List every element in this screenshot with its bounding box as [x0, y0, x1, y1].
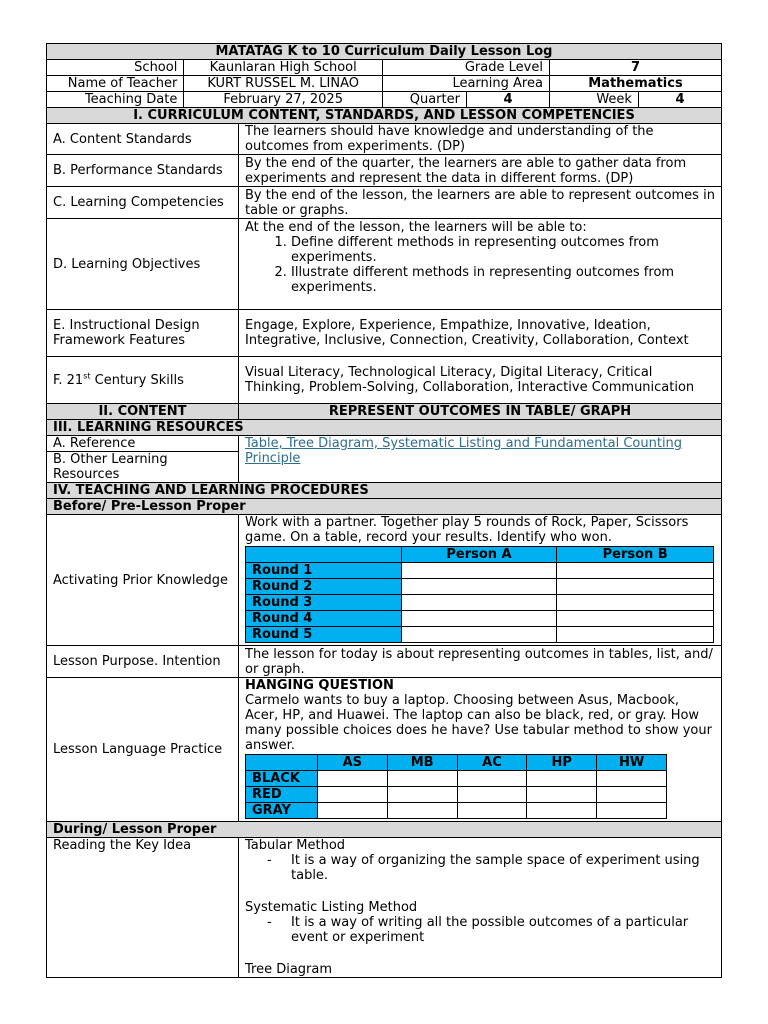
- laptop-cell[interactable]: [317, 803, 387, 819]
- area-value: Mathematics: [549, 76, 721, 92]
- activating-row: [47, 515, 722, 646]
- rps-round-label: Round 2: [246, 579, 402, 595]
- performance-text: By the end of the quarter, the learners are able to gather data from experiments and represent the data in different forms. (DP): [239, 155, 722, 187]
- title-row: [47, 44, 722, 60]
- performance-row: [47, 155, 722, 187]
- tree-diagram-title: Tree Diagram: [245, 962, 333, 977]
- quarter-value: 4: [466, 92, 549, 108]
- laptop-cell[interactable]: [317, 771, 387, 787]
- objectives-intro: At the end of the lesson, the learners will be able to:: [245, 220, 587, 235]
- hanging-question-title: HANGING QUESTION: [245, 678, 394, 693]
- activating-cell: [239, 515, 722, 646]
- competencies-text: By the end of the lesson, the learners are able to represent outcomes in table or graphs.: [239, 187, 722, 219]
- rps-header-cell: [246, 547, 402, 563]
- reference-label: A. Reference: [47, 436, 239, 452]
- language-cell: [239, 678, 722, 822]
- laptop-header-cell: HW: [597, 755, 667, 771]
- language-label: Lesson Language Practice: [47, 678, 239, 822]
- systematic-listing-item: - It is a way of writing all the possible outcomes of a particular event or experiment: [245, 915, 715, 945]
- laptop-row: [246, 771, 667, 787]
- competencies-label: C. Learning Competencies: [47, 187, 239, 219]
- grade-value: 7: [549, 60, 721, 76]
- purpose-text: The lesson for today is about representing outcomes in tables, list, and/ or graph.: [239, 646, 722, 678]
- section3-title: III. LEARNING RESOURCES: [47, 420, 722, 436]
- content-standards-text: The learners should have knowledge and understanding of the outcomes from experiments. (DP): [239, 124, 722, 155]
- other-resources-label: B. Other Learning Resources: [47, 452, 239, 483]
- date-label: Teaching Date: [47, 92, 184, 108]
- laptop-header-cell: MB: [387, 755, 457, 771]
- objectives-row: [47, 219, 722, 310]
- grade-label: Grade Level: [382, 60, 549, 76]
- rps-cell[interactable]: [557, 627, 714, 643]
- laptop-color-label: RED: [246, 787, 318, 803]
- laptop-color-label: GRAY: [246, 803, 318, 819]
- rps-cell[interactable]: [557, 611, 714, 627]
- objectives-cell: [239, 219, 722, 310]
- lesson-log: [46, 43, 722, 978]
- design-label: E. Instructional Design Framework Features: [47, 310, 239, 357]
- design-text: Engage, Explore, Experience, Empathize, Innovative, Ideation, Integrative, Inclusive, Connection, Creativity, Collaboration, Context: [239, 310, 722, 357]
- rps-cell[interactable]: [401, 579, 557, 595]
- design-row: [47, 310, 722, 357]
- purpose-row: [47, 646, 722, 678]
- laptop-header-cell: AC: [457, 755, 527, 771]
- laptop-cell[interactable]: [597, 803, 667, 819]
- laptop-cell[interactable]: [457, 803, 527, 819]
- laptop-header-cell: [246, 755, 318, 771]
- systematic-listing-title: Systematic Listing Method: [245, 900, 418, 915]
- before-header-row: [47, 499, 722, 515]
- rps-row: [246, 595, 714, 611]
- area-label: Learning Area: [382, 76, 549, 92]
- during-title: During/ Lesson Proper: [47, 822, 722, 838]
- laptop-cell[interactable]: [457, 771, 527, 787]
- laptop-color-label: BLACK: [246, 771, 318, 787]
- laptop-cell[interactable]: [527, 771, 597, 787]
- systematic-listing-text: It is a way of writing all the possible outcomes of a particular event or experiment: [291, 915, 689, 945]
- tabular-method-text: It is a way of organizing the sample space of experiment using table.: [291, 853, 700, 883]
- content-standards-row: [47, 124, 722, 155]
- resource-link[interactable]: Table, Tree Diagram, Systematic Listing and Fundamental Counting Principle: [245, 436, 683, 466]
- section2-row: [47, 404, 722, 420]
- teacher-value: KURT RUSSEL M. LINAO: [184, 76, 383, 92]
- laptop-header-row: [246, 755, 667, 771]
- key-idea-row: [47, 838, 722, 978]
- section1-title: I. CURRICULUM CONTENT, STANDARDS, AND LESSON COMPETENCIES: [47, 108, 722, 124]
- activating-text: Work with a partner. Together play 5 rounds of Rock, Paper, Scissors game. On a table, record your results. Identify who won.: [245, 515, 689, 545]
- section2-content: REPRESENT OUTCOMES IN TABLE/ GRAPH: [239, 404, 722, 420]
- teacher-row: [47, 76, 722, 92]
- skills-row: [47, 357, 722, 404]
- quarter-label: Quarter: [382, 92, 466, 108]
- rps-cell[interactable]: [401, 627, 557, 643]
- tabular-method-title: Tabular Method: [245, 838, 346, 853]
- rps-row: [246, 611, 714, 627]
- date-row: [47, 92, 722, 108]
- laptop-row: [246, 787, 667, 803]
- laptop-cell[interactable]: [457, 787, 527, 803]
- laptop-cell[interactable]: [387, 771, 457, 787]
- rps-round-label: Round 4: [246, 611, 402, 627]
- section2-title: II. CONTENT: [47, 404, 239, 420]
- document-title: MATATAG K to 10 Curriculum Daily Lesson Log: [47, 44, 722, 60]
- performance-label: B. Performance Standards: [47, 155, 239, 187]
- laptop-header-cell: HP: [527, 755, 597, 771]
- skills-text: Visual Literacy, Technological Literacy, Digital Literacy, Critical Thinking, Problem-Solving, Collaboration, Interactive Communication: [239, 357, 722, 404]
- teacher-label: Name of Teacher: [47, 76, 184, 92]
- laptop-cell[interactable]: [527, 803, 597, 819]
- rps-round-label: Round 3: [246, 595, 402, 611]
- competencies-row: [47, 187, 722, 219]
- section3-header-row: [47, 420, 722, 436]
- laptop-cell[interactable]: [597, 771, 667, 787]
- section4-header-row: [47, 483, 722, 499]
- rps-cell[interactable]: [557, 579, 714, 595]
- key-idea-label: Reading the Key Idea: [47, 838, 239, 978]
- activating-label: Activating Prior Knowledge: [47, 515, 239, 646]
- school-label: School: [47, 60, 184, 76]
- language-row: [47, 678, 722, 822]
- laptop-cell[interactable]: [387, 787, 457, 803]
- rps-cell[interactable]: [557, 563, 714, 579]
- laptop-header-cell: AS: [317, 755, 387, 771]
- tabular-method-item: - It is a way of organizing the sample space of experiment using table.: [245, 853, 715, 883]
- laptop-cell[interactable]: [527, 787, 597, 803]
- school-value: Kaunlaran High School: [184, 60, 383, 76]
- rps-round-label: Round 1: [246, 563, 402, 579]
- hanging-question-text: Carmelo wants to buy a laptop. Choosing between Asus, Macbook, Acer, HP, and Huawei. The laptop can also be black, red, or gray. How many possible choices does he have? Use tabular method to show your answer.: [245, 693, 712, 753]
- rps-round-label: Round 5: [246, 627, 402, 643]
- laptop-cell[interactable]: [317, 787, 387, 803]
- key-idea-cell: [239, 838, 722, 978]
- reference-row: [47, 436, 722, 452]
- rps-header-row: [246, 547, 714, 563]
- rps-cell[interactable]: [401, 611, 557, 627]
- content-standards-label: A. Content Standards: [47, 124, 239, 155]
- date-value: February 27, 2025: [184, 92, 383, 108]
- rps-row: [246, 627, 714, 643]
- rps-header-cell: Person A: [401, 547, 557, 563]
- objective-item: 1. Define different methods in representing outcomes from experiments.: [291, 235, 715, 265]
- rps-header-cell: Person B: [557, 547, 714, 563]
- week-value: 4: [638, 92, 721, 108]
- laptop-table: [245, 754, 667, 819]
- rps-table: [245, 546, 714, 643]
- rps-cell[interactable]: [557, 595, 714, 611]
- objectives-list: [245, 235, 715, 295]
- rps-cell[interactable]: [401, 563, 557, 579]
- section1-header-row: [47, 108, 722, 124]
- laptop-row: [246, 803, 667, 819]
- school-row: [47, 60, 722, 76]
- objectives-label: D. Learning Objectives: [47, 219, 239, 310]
- laptop-cell[interactable]: [597, 787, 667, 803]
- rps-cell[interactable]: [401, 595, 557, 611]
- before-title: Before/ Pre-Lesson Proper: [47, 499, 722, 515]
- objective-item: 2. Illustrate different methods in representing outcomes from experiments.: [291, 265, 715, 295]
- resource-cell: [239, 436, 722, 483]
- skills-label: F. 21st Century Skills: [47, 357, 239, 404]
- week-label: Week: [549, 92, 638, 108]
- purpose-label: Lesson Purpose. Intention: [47, 646, 239, 678]
- rps-row: [246, 563, 714, 579]
- section4-title: IV. TEACHING AND LEARNING PROCEDURES: [47, 483, 722, 499]
- during-header-row: [47, 822, 722, 838]
- laptop-cell[interactable]: [387, 803, 457, 819]
- rps-row: [246, 579, 714, 595]
- lesson-log-table: [46, 43, 722, 978]
